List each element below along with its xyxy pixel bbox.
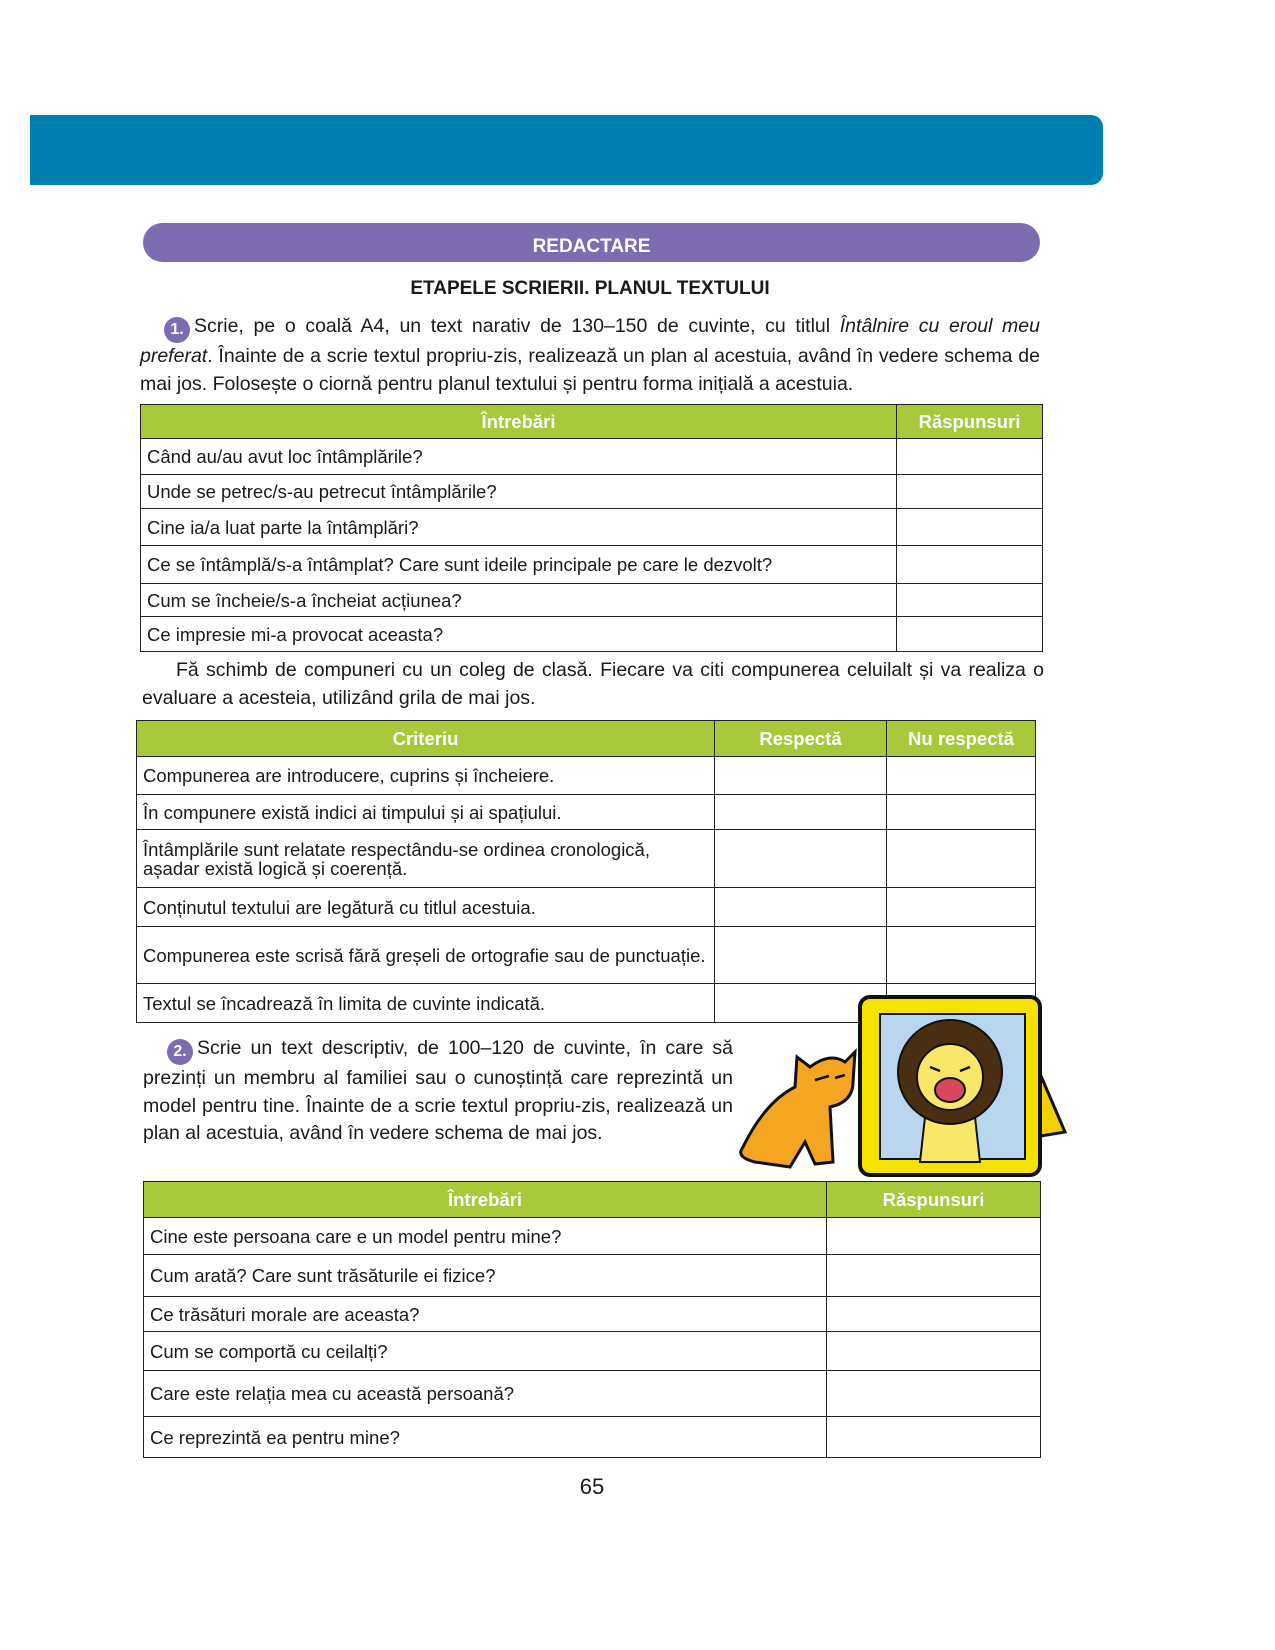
question-cell: Cine ia/a luat parte la întâmplări? (141, 509, 897, 546)
question-cell: Conținutul textului are legătură cu titlul acestuia. (137, 888, 715, 927)
table-row (141, 546, 1043, 584)
column-header: Răspunsuri (827, 1182, 1041, 1218)
table-row (144, 1255, 1041, 1297)
table-row (141, 475, 1043, 509)
question-cell: Unde se petrec/s-au petrecut întâmplările? (141, 475, 897, 509)
answer-cell[interactable] (897, 439, 1043, 475)
header-band (30, 115, 1103, 185)
nu-respecta-cell[interactable] (887, 757, 1036, 795)
question-cell: Ce trăsături morale are aceasta? (144, 1297, 827, 1332)
table-row (141, 439, 1043, 475)
table-row (141, 584, 1043, 617)
table-row (144, 1218, 1041, 1255)
question-cell: Ce reprezintă ea pentru mine? (144, 1417, 827, 1458)
column-header: Întrebări (144, 1182, 827, 1218)
answer-cell[interactable] (827, 1297, 1041, 1332)
question-cell: Ce se întâmplă/s-a întâmplat? Care sunt ideile principale pe care le dezvolt? (141, 546, 897, 584)
exercise-number: 1. (164, 317, 190, 343)
section-label: REDACTARE (143, 223, 1040, 262)
table-row (141, 405, 1043, 439)
table-row (137, 721, 1036, 757)
exercise-number: 2. (167, 1039, 193, 1065)
table-row (144, 1371, 1041, 1417)
answer-cell[interactable] (827, 1255, 1041, 1297)
question-cell: Când au/au avut loc întâmplările? (141, 439, 897, 475)
answer-cell[interactable] (827, 1332, 1041, 1371)
answer-cell[interactable] (897, 584, 1043, 617)
questions-table-1 (140, 404, 1043, 652)
nu-respecta-cell[interactable] (887, 795, 1036, 830)
questions-table-2 (143, 1181, 1041, 1458)
respecta-cell[interactable] (715, 888, 887, 927)
question-cell: Textul se încadrează în limita de cuvinte indicată. (137, 984, 715, 1023)
nu-respecta-cell[interactable] (887, 927, 1036, 984)
question-cell: Ce impresie mi-a provocat aceasta? (141, 617, 897, 652)
question-cell: Cine este persoana care e un model pentru mine? (144, 1218, 827, 1255)
cat-and-lion-mirror-illustration (735, 992, 1067, 1182)
table-row (137, 830, 1036, 888)
table-row (137, 927, 1036, 984)
column-header: Întrebări (141, 405, 897, 439)
table-row (137, 757, 1036, 795)
nu-respecta-cell[interactable] (887, 830, 1036, 888)
question-cell: Care este relația mea cu această persoană? (144, 1371, 827, 1417)
table-row (137, 888, 1036, 927)
evaluation-grid (136, 720, 1036, 1023)
answer-cell[interactable] (897, 546, 1043, 584)
question-cell: În compunere există indici ai timpului și ai spațiului. (137, 795, 715, 830)
exercise-2: 2. Scrie un text descriptiv, de 100–120 de cuvinte, în care să prezinți un membru al familiei sau o cunoștință care reprezintă un model pentru tine. Înainte de a scrie textul propriu-zis, realizează un plan al acestuia, având în vedere schema de mai jos. (143, 1037, 733, 1144)
nu-respecta-cell[interactable] (887, 888, 1036, 927)
table-row (144, 1417, 1041, 1458)
answer-cell[interactable] (827, 1218, 1041, 1255)
answer-cell[interactable] (897, 509, 1043, 546)
page-title: ETAPELE SCRIERII. PLANUL TEXTULUI (410, 278, 770, 299)
column-header: Nu respectă (887, 721, 1036, 757)
answer-cell[interactable] (827, 1417, 1041, 1458)
question-cell: Compunerea este scrisă fără greșeli de ortografie sau de punctuație. (137, 927, 715, 984)
column-header: Respectă (715, 721, 887, 757)
question-cell: Cum se comportă cu ceilalți? (144, 1332, 827, 1371)
answer-cell[interactable] (897, 617, 1043, 652)
respecta-cell[interactable] (715, 795, 887, 830)
table-row (141, 509, 1043, 546)
respecta-cell[interactable] (715, 757, 887, 795)
column-header: Criteriu (137, 721, 715, 757)
table-row (144, 1297, 1041, 1332)
question-cell: Cum arată? Care sunt trăsăturile ei fizice? (144, 1255, 827, 1297)
question-cell: Întâmplările sunt relatate respectându-se ordinea cronologică, așadar există logică și coerență. (137, 830, 715, 888)
table-row (137, 795, 1036, 830)
mirror-icon (860, 997, 1065, 1175)
respecta-cell[interactable] (715, 830, 887, 888)
table-row (144, 1332, 1041, 1371)
cat-icon (741, 1052, 855, 1167)
question-cell: Compunerea are introducere, cuprins și încheiere. (137, 757, 715, 795)
respecta-cell[interactable] (715, 927, 887, 984)
answer-cell[interactable] (897, 475, 1043, 509)
column-header: Răspunsuri (897, 405, 1043, 439)
table-row (144, 1182, 1041, 1218)
page-number: 65 (579, 1474, 605, 1499)
table-row (141, 617, 1043, 652)
question-cell: Cum se încheie/s-a încheiat acțiunea? (141, 584, 897, 617)
answer-cell[interactable] (827, 1371, 1041, 1417)
exchange-instructions: Fă schimb de compuneri cu un coleg de clasă. Fiecare va citi compunerea celuilalt și va realiza o evaluare a acesteia, utilizând grila de mai jos. (142, 659, 1044, 709)
exercise-1: 1. Scrie, pe o coală A4, un text narativ de 130–150 de cuvinte, cu titlul Întâlnire cu eroul meu preferat. Înainte de a scrie textul propriu-zis, realizează un plan al acestuia, având în vedere schema de mai jos. Folosește o ciornă pentru planul textului și pentru forma inițială a acestuia. (140, 315, 1040, 395)
